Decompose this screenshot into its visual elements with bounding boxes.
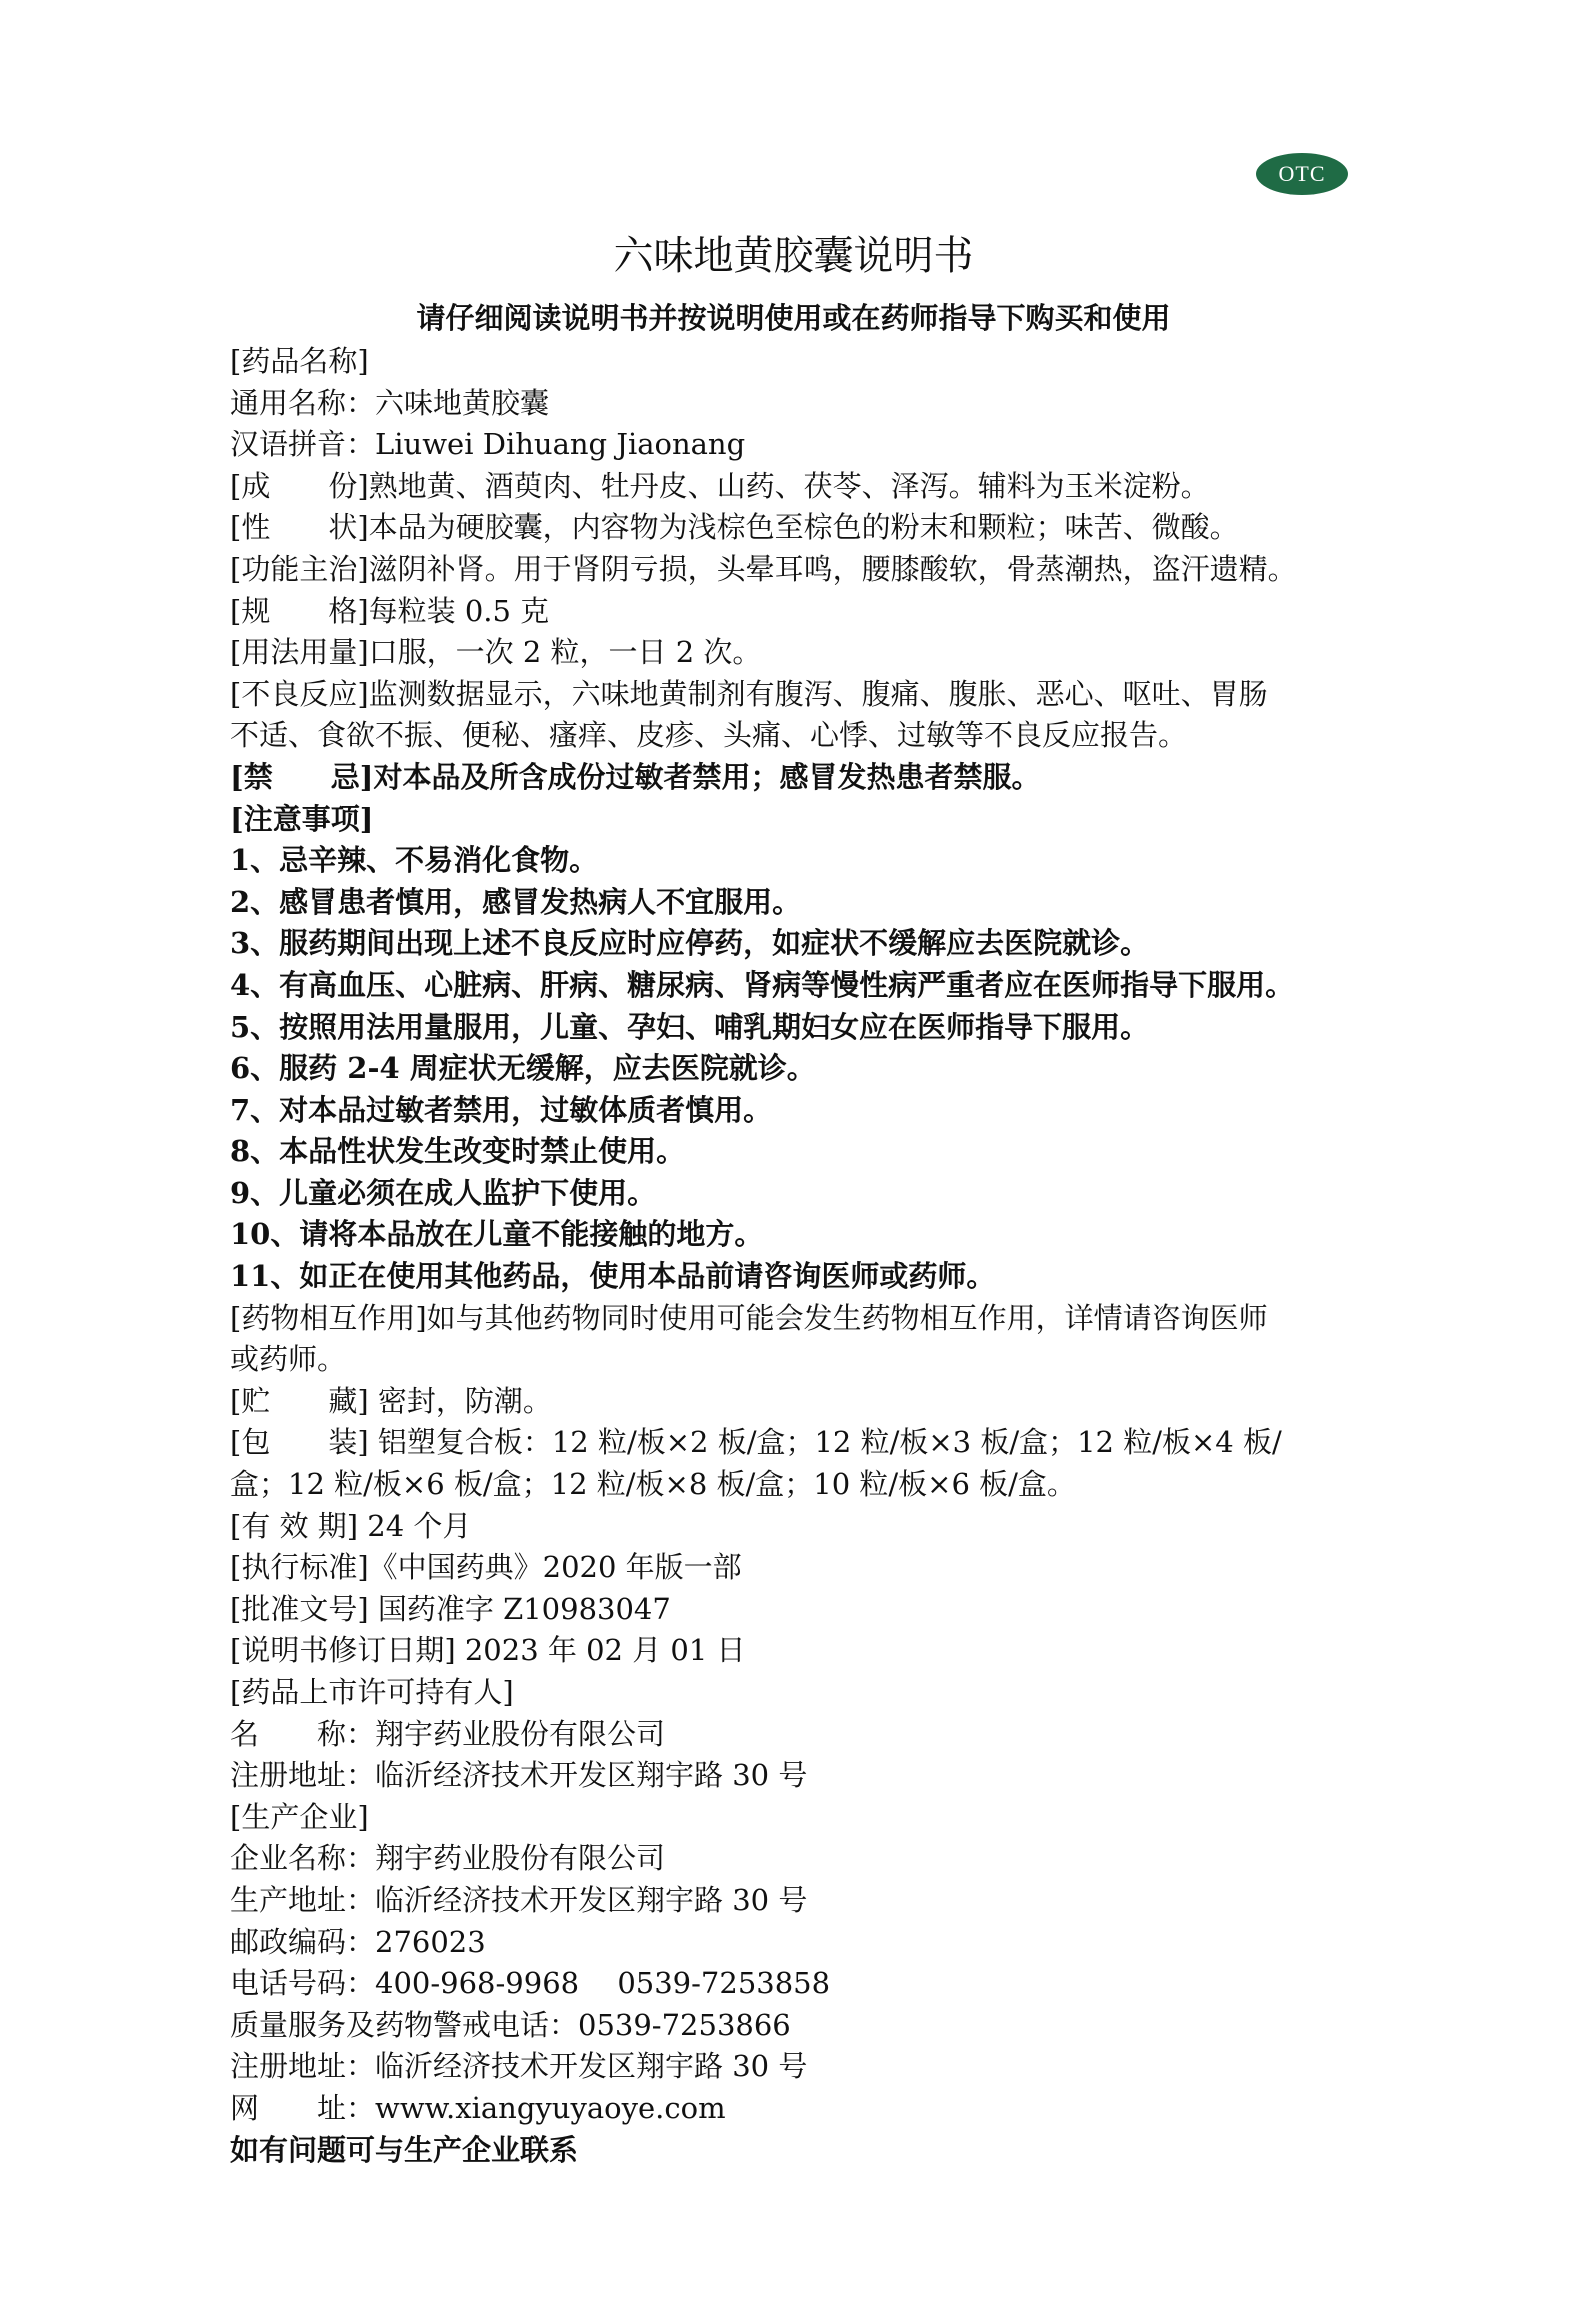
precaution-item: 8、本品性状发生改变时禁止使用。: [230, 1134, 686, 1169]
precaution-item: 10、请将本品放在儿童不能接触的地方。: [230, 1217, 764, 1252]
adverse-reactions-cont: 不适、食欲不振、便秘、瘙痒、皮疹、头痛、心悸、过敏等不良反应报告。: [230, 718, 1188, 753]
holder-address: 注册地址：临沂经济技术开发区翔宇路 30 号: [230, 1758, 808, 1793]
precaution-item: 7、对本品过敏者禁用，过敏体质者慎用。: [230, 1092, 773, 1127]
ingredients: [成 份]熟地黄、酒萸肉、牡丹皮、山药、茯苓、泽泻。辅料为玉米淀粉。: [230, 468, 1210, 503]
precaution-item: 1、忌辛辣、不易消化食物。: [230, 843, 599, 878]
precaution-item: 5、按照用法用量服用，儿童、孕妇、哺乳期妇女应在医师指导下服用。: [230, 1009, 1150, 1044]
packaging-cont: 盒；12 粒/板×6 板/盒；12 粒/板×8 板/盒；10 粒/板×6 板/盒。: [230, 1467, 1076, 1502]
section-license-holder: [药品上市许可持有人]: [230, 1675, 514, 1709]
phone-numbers: 电话号码：400-968-9968 0539-7253858: [230, 1966, 831, 2001]
indications: [功能主治]滋阴补肾。用于肾阴亏损，头晕耳鸣，腰膝酸软，骨蒸潮热，盗汗遗精。: [230, 551, 1297, 586]
instruction-body: [230, 341, 1380, 2171]
precaution-item: 6、服药 2-4 周症状无缓解，应去医院就诊。: [230, 1051, 816, 1086]
holder-name: 名 称：翔宇药业股份有限公司: [230, 1716, 666, 1751]
generic-name: 通用名称：六味地黄胶囊: [230, 385, 550, 420]
contraindications: [禁 忌]对本品及所含成份过敏者禁用；感冒发热患者禁服。: [230, 759, 1041, 794]
postal-code: 邮政编码：276023: [230, 1924, 486, 1959]
adverse-reactions: [不良反应]监测数据显示，六味地黄制剂有腹泻、腹痛、腹胀、恶心、呕吐、胃肠: [230, 676, 1268, 711]
shelf-life: [有 效 期] 24 个月: [230, 1508, 472, 1543]
manufacturer-name: 企业名称：翔宇药业股份有限公司: [230, 1841, 666, 1876]
pinyin-name: 汉语拼音：Liuwei Dihuang Jiaonang: [230, 427, 746, 462]
pharmacovigilance-phone: 质量服务及药物警戒电话：0539-7253866: [230, 2007, 791, 2042]
standard: [执行标准]《中国药典》2020 年版一部: [230, 1550, 742, 1585]
document-title: 六味地黄胶囊说明书: [613, 233, 974, 279]
drug-interactions: [药物相互作用]如与其他药物同时使用可能会发生药物相互作用，详情请咨询医师: [230, 1300, 1268, 1335]
dosage: [用法用量]口服，一次 2 粒，一日 2 次。: [230, 635, 762, 670]
specification: [规 格]每粒装 0.5 克: [230, 593, 550, 628]
document-subtitle: 请仔细阅读说明书并按说明使用或在药师指导下购买和使用: [416, 301, 1171, 335]
otc-badge: OTC: [1256, 153, 1348, 195]
section-precautions: [注意事项]: [230, 801, 374, 836]
description: [性 状]本品为硬胶囊，内容物为浅棕色至棕色的粉末和颗粒；味苦、微酸。: [230, 510, 1239, 545]
drug-interactions-cont: 或药师。: [230, 1342, 347, 1377]
revision-date: [说明书修订日期] 2023 年 02 月 01 日: [230, 1633, 746, 1668]
precaution-item: 3、服药期间出现上述不良反应时应停药，如症状不缓解应去医院就诊。: [230, 926, 1150, 961]
registered-address: 注册地址：临沂经济技术开发区翔宇路 30 号: [230, 2049, 808, 2084]
storage: [贮 藏] 密封，防潮。: [230, 1383, 552, 1418]
packaging: [包 装] 铝塑复合板：12 粒/板×2 板/盒；12 粒/板×3 板/盒；12 粒/板×4 板/: [230, 1425, 1282, 1460]
website: 网 址：www.xiangyuyaoye.com: [230, 2090, 726, 2125]
precaution-item: 11、如正在使用其他药品，使用本品前请咨询医师或药师。: [230, 1259, 996, 1294]
precaution-item: 4、有高血压、心脏病、肝病、糖尿病、肾病等慢性病严重者应在医师指导下服用。: [230, 967, 1295, 1002]
production-address: 生产地址：临沂经济技术开发区翔宇路 30 号: [230, 1882, 808, 1917]
precaution-item: 2、感冒患者慎用，感冒发热病人不宜服用。: [230, 884, 802, 919]
contact-note: 如有问题可与生产企业联系: [230, 2132, 579, 2167]
section-drug-name: [药品名称]: [230, 344, 369, 378]
approval-number: [批准文号] 国药准字 Z10983047: [230, 1591, 671, 1626]
section-manufacturer: [生产企业]: [230, 1799, 369, 1834]
precaution-item: 9、儿童必须在成人监护下使用。: [230, 1175, 657, 1210]
